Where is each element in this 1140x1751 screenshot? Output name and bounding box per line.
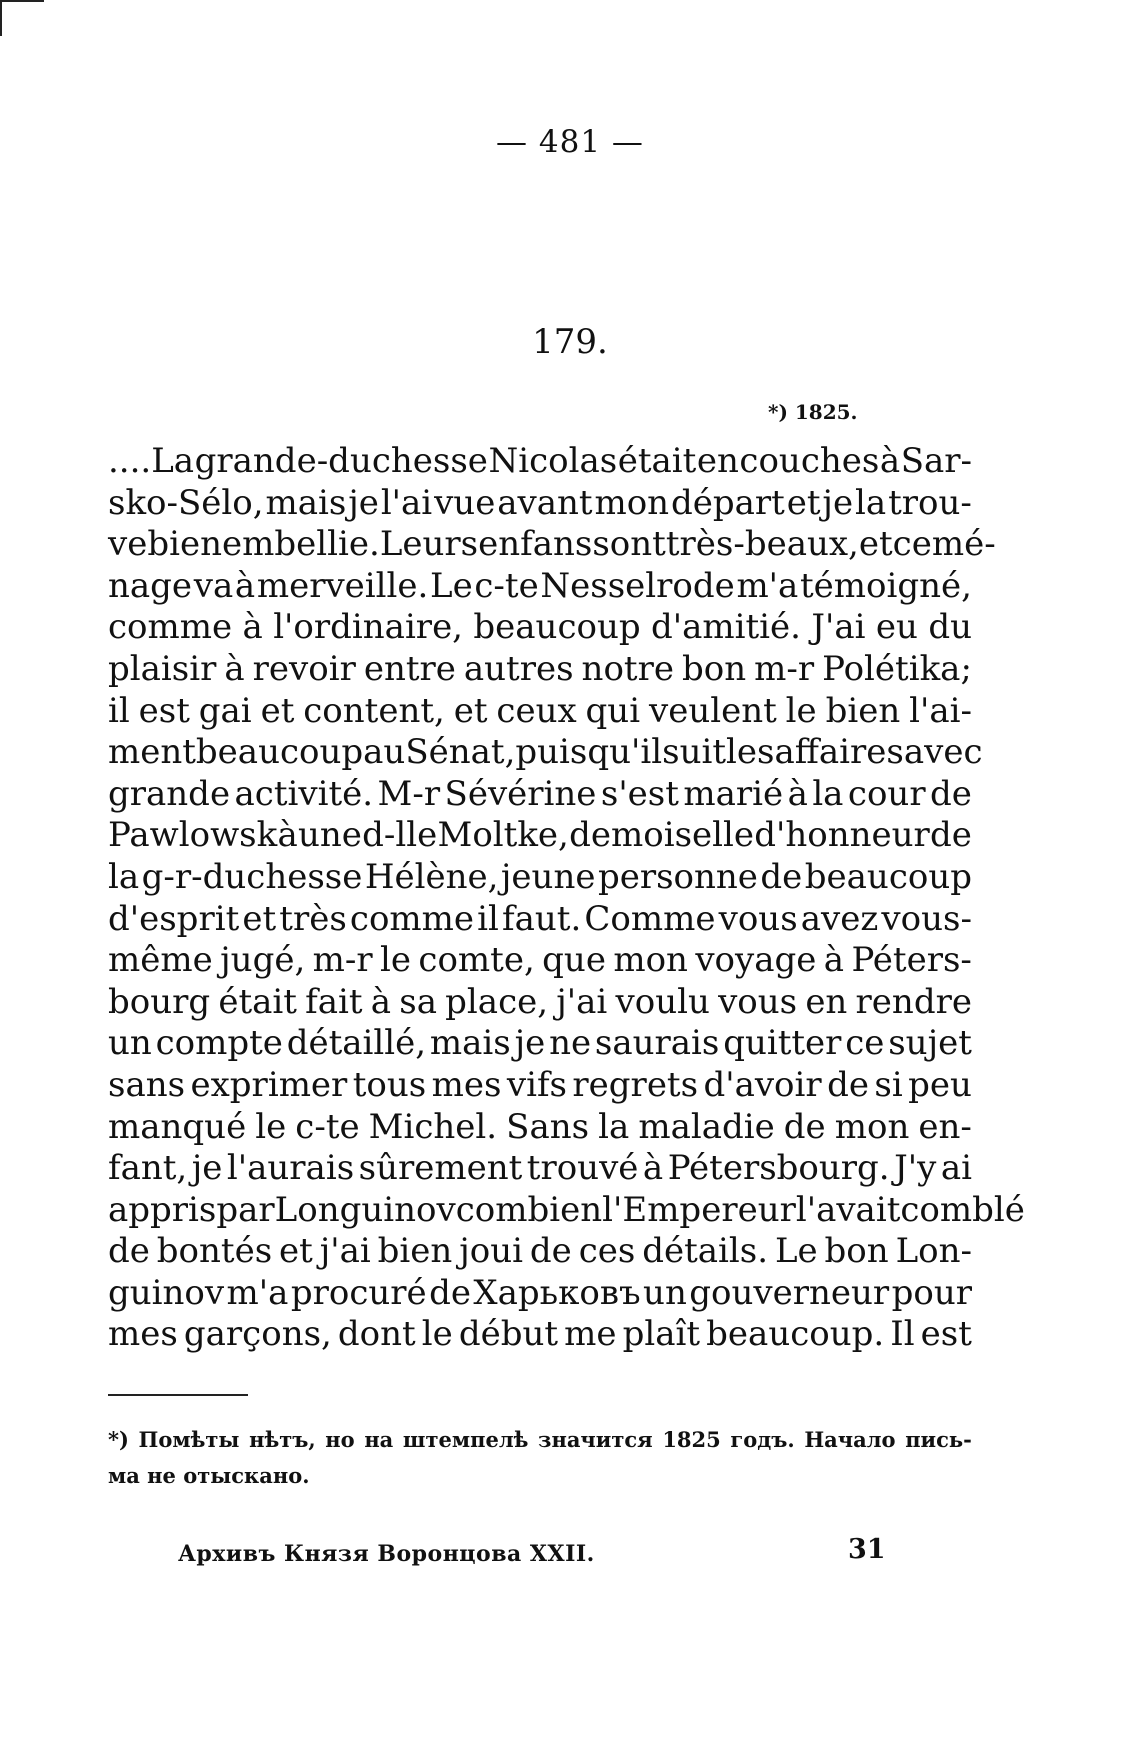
signature-line: Архивъ Князя Воронцова XXII. (178, 1541, 595, 1567)
text-line: de bontés et j'ai bien joui de ces détails. Le bon Lon- (108, 1231, 972, 1272)
sheet-number: 31 (848, 1534, 886, 1565)
text-line: ment beaucoup au Sénat, puisqu'il suit les affaires avec (108, 732, 983, 773)
text-line: d'esprit et très comme il faut. Comme vous avez vous- (108, 898, 972, 939)
text-line: ....La grande-duchesse Nicolas était en couches à Sar- (108, 441, 972, 481)
text-line: manqué le c-te Michel. Sans la maladie de mon en- (108, 1106, 972, 1147)
text-line: même jugé, m-r le comte, que mon voyage à Péters- (108, 940, 972, 981)
text-line: un compte détaillé, mais je ne saurais quitter ce sujet (108, 1023, 972, 1064)
text-line: guinov m'a procuré de Харьковъ un gouverneur pour (108, 1272, 972, 1313)
footnote-line: ма не отыскано. (108, 1463, 310, 1488)
text-line: sko-Sélo, mais je l'ai vue avant mon départ et je la trou- (108, 482, 972, 523)
footnote-line: *) Помѣты нѣтъ, но на штемпелѣ значится 1825 годъ. Начало пись- (108, 1427, 972, 1452)
text-line: bourg était fait à sa place, j'ai voulu vous en rendre (108, 981, 972, 1022)
date-footnote-marker: *) 1825. (768, 400, 858, 424)
text-line: comme à l'ordinaire, beaucoup d'amitié. J'ai eu du (108, 607, 972, 648)
footnote-divider (108, 1394, 248, 1396)
footnote (108, 1422, 972, 1494)
letter-body (108, 441, 1025, 1356)
text-line: il est gai et content, et ceux qui veulent le bien l'ai- (108, 690, 972, 731)
text-line: plaisir à revoir entre autres notre bon m-r Polétika; (108, 648, 972, 689)
text-line: ve bien embellie. Leurs enfans sont très-beaux, et ce mé- (108, 524, 996, 565)
text-line: appris par Longuinov combien l'Empereur l'avait comblé (108, 1189, 1025, 1230)
text-line: fant, je l'aurais sûrement trouvé à Pétersbourg. J'y ai (108, 1148, 972, 1189)
page-number: — 481 — (496, 124, 644, 160)
text-line: Pawlowsk à une d-lle Moltke, demoiselle d'honneur de (108, 815, 972, 856)
scan-corner-mark (0, 0, 44, 36)
text-line: nage va à merveille. Le c-te Nesselrode m'a témoigné, (108, 565, 972, 606)
text-line: sans exprimer tous mes vifs regrets d'avoir de si peu (108, 1064, 972, 1105)
text-line: mes garçons, dont le début me plaît beaucoup. Il est (108, 1314, 972, 1355)
text-line: la g-r-duchesse Hélène, jeune personne de beaucoup (108, 856, 972, 897)
text-line: grande activité. M-r Sévérine s'est marié à la cour de (108, 773, 972, 814)
letter-number: 179. (532, 322, 608, 362)
